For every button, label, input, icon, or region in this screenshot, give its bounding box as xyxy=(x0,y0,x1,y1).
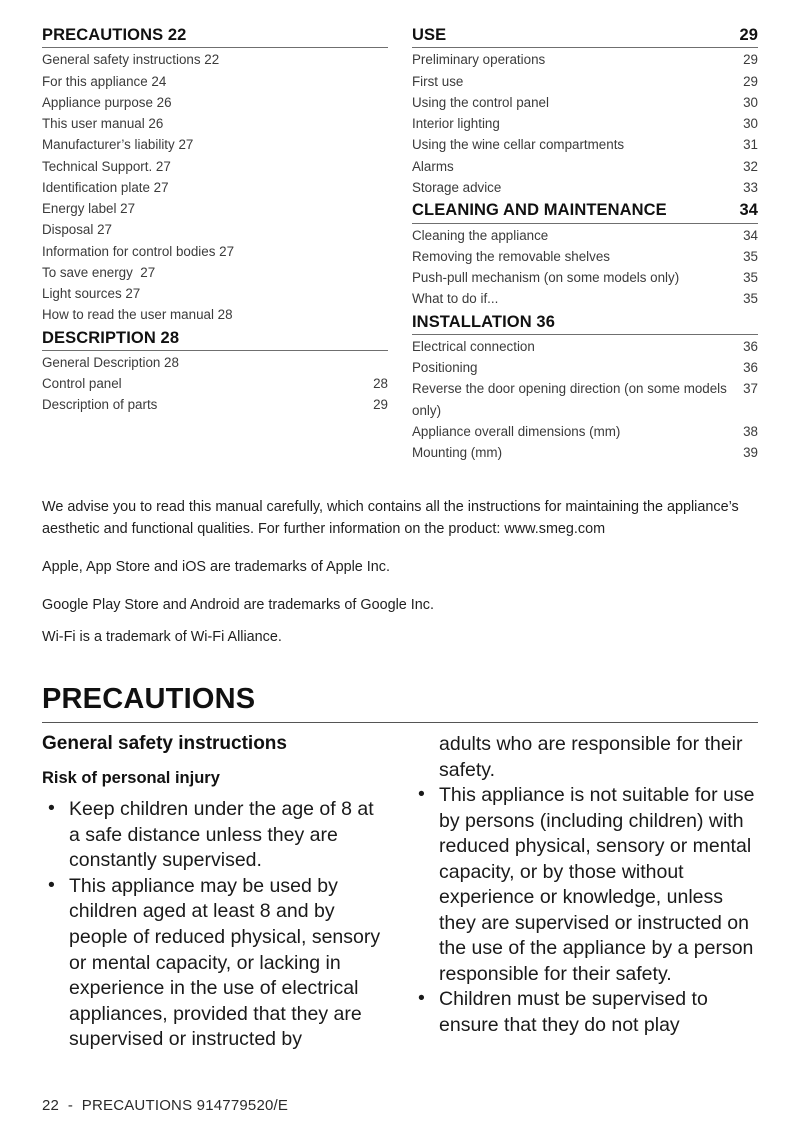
toc-divider xyxy=(412,223,758,224)
toc-entry[interactable]: Energy label 27 xyxy=(42,201,136,217)
toc-entry-page: 30 xyxy=(743,116,758,132)
toc-entry-page: 34 xyxy=(743,227,758,243)
toc-entry[interactable] xyxy=(412,92,758,113)
toc-entry[interactable] xyxy=(412,156,758,177)
toc-entry-page: 28 xyxy=(373,376,388,392)
precautions-right-bullet-list xyxy=(412,732,758,1038)
toc-entry-label: Cleaning the appliance xyxy=(412,227,549,243)
subheading-general-safety-instructions: General safety instructions xyxy=(42,732,287,754)
toc-entry[interactable] xyxy=(42,394,388,415)
precautions-section xyxy=(42,684,758,1052)
apple-trademark-paragraph: Apple, App Store and iOS are trademarks of Apple Inc. xyxy=(42,558,390,575)
toc-entry[interactable] xyxy=(42,373,388,394)
toc-entry-label: Interior lighting xyxy=(412,116,500,132)
toc-entry-page: 36 xyxy=(743,360,758,376)
intro-paragraphs xyxy=(42,497,758,648)
toc-heading-label: CLEANING AND MAINTENANCE xyxy=(412,201,667,220)
toc-heading-label: USE xyxy=(412,26,447,44)
precautions-body-columns xyxy=(42,732,758,1053)
page-footer: 22 - PRECAUTIONS 914779520/E xyxy=(42,1097,289,1114)
toc-entry-page: 38 xyxy=(743,423,758,439)
toc-entry[interactable] xyxy=(412,113,758,134)
toc-entry-page: 37 xyxy=(743,381,758,397)
toc-entry-label: Storage advice xyxy=(412,179,502,195)
toc-heading-page: 29 xyxy=(739,26,758,44)
toc-left-column xyxy=(42,26,388,463)
toc-entry[interactable] xyxy=(412,288,758,309)
toc-entry[interactable]: This user manual 26 xyxy=(42,116,164,132)
toc-heading-installation[interactable] xyxy=(412,313,758,332)
toc-entry-label: Using the wine cellar compartments xyxy=(412,137,625,153)
toc-entry[interactable]: For this appliance 24 xyxy=(42,73,167,89)
document-page xyxy=(42,0,758,1136)
toc-entry[interactable]: To save energy 27 xyxy=(42,264,156,280)
toc-entry[interactable] xyxy=(412,267,758,288)
toc-entry-page: 29 xyxy=(743,52,758,68)
toc-heading-precautions[interactable] xyxy=(42,26,388,45)
subheading-risk-of-personal-injury: Risk of personal injury xyxy=(42,768,220,787)
precautions-left-column xyxy=(42,732,388,1053)
toc-entry-label: Removing the removable shelves xyxy=(412,248,610,264)
toc-heading-label: INSTALLATION 36 xyxy=(412,312,555,331)
toc-entry[interactable] xyxy=(412,177,758,198)
list-item: • This appliance is not suitable for use by persons (including children) with reduced physical, sensory or mental capacity, or by those without experience or knowledge, unless they are supervised or instructed on the use of the appliance by a person responsible for their safety. xyxy=(412,783,758,987)
toc-entry[interactable] xyxy=(412,336,758,357)
toc-entry[interactable]: Disposal 27 xyxy=(42,222,112,238)
list-item: • Keep children under the age of 8 at a safe distance unless they are constantly supervised. xyxy=(42,797,388,874)
toc-right-column xyxy=(412,26,758,463)
wifi-trademark-paragraph: Wi-Fi is a trademark of Wi-Fi Alliance. xyxy=(42,629,282,646)
toc-divider xyxy=(42,47,388,48)
toc-entry-label: Preliminary operations xyxy=(412,52,546,68)
toc-entry[interactable]: Technical Support. 27 xyxy=(42,158,171,174)
toc-entry[interactable] xyxy=(412,442,758,463)
toc-entry-label: Reverse the door opening direction (on some models only) xyxy=(412,381,731,418)
toc-heading-cleaning-and-maintenance[interactable] xyxy=(412,201,758,220)
toc-divider xyxy=(42,350,388,351)
toc-entry-page: 30 xyxy=(743,94,758,110)
toc-entry-label: Push-pull mechanism (on some models only) xyxy=(412,270,680,286)
toc-entry[interactable] xyxy=(412,421,758,442)
toc-entry-page: 35 xyxy=(743,291,758,307)
toc-entry-label: First use xyxy=(412,73,464,89)
toc-entry-label: Alarms xyxy=(412,158,454,174)
toc-entry-label: Mounting (mm) xyxy=(412,445,503,461)
toc-divider xyxy=(412,47,758,48)
toc-entry-page: 36 xyxy=(743,338,758,354)
toc-heading-use[interactable] xyxy=(412,26,758,45)
toc-entry[interactable] xyxy=(412,134,758,155)
toc-entry[interactable]: Appliance purpose 26 xyxy=(42,94,172,110)
toc-entry-page: 31 xyxy=(743,137,758,153)
toc-entry-label: Using the control panel xyxy=(412,94,549,110)
advice-paragraph: We advise you to read this manual carefully, which contains all the instructions for maintaining the appliance’s aesthetic and functional qualities. For further information on the product: www.smeg.com xyxy=(42,499,739,537)
toc-entry-page: 39 xyxy=(743,445,758,461)
toc-heading-description[interactable] xyxy=(42,329,388,348)
toc-entry[interactable]: General safety instructions 22 xyxy=(42,52,220,68)
toc-entry-page: 35 xyxy=(743,248,758,264)
toc-entry[interactable]: Information for control bodies 27 xyxy=(42,243,235,259)
toc-heading-page: 34 xyxy=(739,201,758,220)
toc-entry-page: 29 xyxy=(373,397,388,413)
toc-entry[interactable]: Manufacturer’s liability 27 xyxy=(42,137,194,153)
toc-heading-label: PRECAUTIONS 22 xyxy=(42,26,187,44)
list-item: • This appliance may be used by children aged at least 8 and by people of reduced physical, sensory or mental capacity, or lacking in experience in the use of electrical appliances, provided that they are supervised or instructed by xyxy=(42,874,388,1053)
section-divider xyxy=(42,722,758,723)
toc-entry-page: 33 xyxy=(743,179,758,195)
toc-entry-page: 32 xyxy=(743,158,758,174)
toc-entry-label: What to do if... xyxy=(412,291,499,307)
toc-divider xyxy=(412,334,758,335)
toc-entry-page: 29 xyxy=(743,73,758,89)
toc-entry-label: Appliance overall dimensions (mm) xyxy=(412,423,621,439)
page-title: PRECAUTIONS xyxy=(42,683,256,716)
list-item: • Children must be supervised to ensure that they do not play xyxy=(412,987,758,1038)
toc-entry[interactable] xyxy=(412,378,758,420)
toc-entry[interactable] xyxy=(412,246,758,267)
toc-entry[interactable]: Light sources 27 xyxy=(42,286,141,302)
precautions-left-bullet-list xyxy=(42,797,388,1052)
toc-entry[interactable] xyxy=(412,225,758,246)
toc-entry[interactable]: General Description 28 xyxy=(42,354,179,370)
toc-entry-page: 35 xyxy=(743,270,758,286)
toc-entry[interactable] xyxy=(412,49,758,70)
toc-entry[interactable] xyxy=(412,71,758,92)
precautions-right-column xyxy=(412,732,758,1053)
toc-entry-label: Positioning xyxy=(412,360,478,376)
toc-entry[interactable]: How to read the user manual 28 xyxy=(42,307,233,323)
table-of-contents xyxy=(42,0,758,463)
google-trademark-paragraph: Google Play Store and Android are trademarks of Google Inc. xyxy=(42,596,434,613)
toc-entry-label: Electrical connection xyxy=(412,338,535,354)
toc-entry-label: Description of parts xyxy=(42,397,158,413)
toc-entry[interactable] xyxy=(412,357,758,378)
toc-heading-label: DESCRIPTION 28 xyxy=(42,328,180,347)
toc-entry[interactable]: Identification plate 27 xyxy=(42,179,169,195)
list-item-continuation: adults who are responsible for their safety. xyxy=(439,732,743,781)
toc-entry-label: Control panel xyxy=(42,376,122,392)
